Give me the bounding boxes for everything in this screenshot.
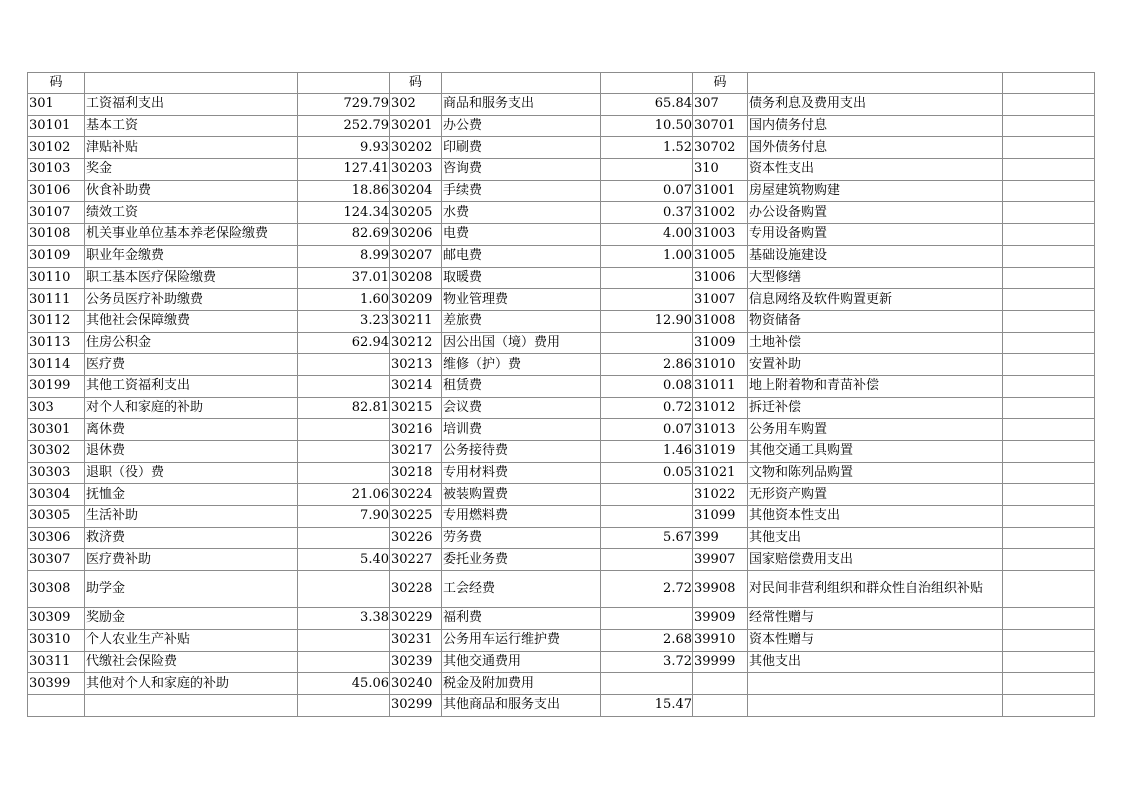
item-name-cell: 拆迁补偿 — [748, 397, 1003, 419]
amount-cell: 3.72 — [601, 651, 693, 673]
item-name-cell: 取暖费 — [442, 267, 601, 289]
amount-cell — [1003, 159, 1095, 181]
item-name-cell: 安置补助 — [748, 354, 1003, 376]
table-row — [28, 375, 1095, 397]
table-row — [28, 202, 1095, 224]
code-cell: 30201 — [390, 115, 442, 137]
code-cell: 39999 — [693, 651, 748, 673]
amount-cell — [601, 289, 693, 311]
amount-cell: 2.86 — [601, 354, 693, 376]
code-cell — [28, 694, 85, 716]
amount-cell — [298, 462, 390, 484]
amount-cell — [298, 354, 390, 376]
amount-cell: 5.40 — [298, 549, 390, 571]
code-cell: 307 — [693, 94, 748, 116]
amount-cell: 0.08 — [601, 375, 693, 397]
header-blank-cell — [85, 73, 298, 94]
item-name-cell: 邮电费 — [442, 245, 601, 267]
code-cell: 30301 — [28, 419, 85, 441]
amount-cell — [601, 549, 693, 571]
code-cell: 30206 — [390, 224, 442, 246]
item-name-cell: 专用燃料费 — [442, 506, 601, 528]
code-cell: 30309 — [28, 608, 85, 630]
amount-cell — [1003, 354, 1095, 376]
expenditure-table — [27, 72, 1095, 717]
item-name-cell: 印刷费 — [442, 137, 601, 159]
item-name-cell: 电费 — [442, 224, 601, 246]
code-cell: 30110 — [28, 267, 85, 289]
amount-cell: 18.86 — [298, 180, 390, 202]
amount-cell — [1003, 115, 1095, 137]
table-row — [28, 245, 1095, 267]
amount-cell: 127.41 — [298, 159, 390, 181]
item-name-cell: 奖励金 — [85, 608, 298, 630]
item-name-cell: 资本性支出 — [748, 159, 1003, 181]
amount-cell: 1.60 — [298, 289, 390, 311]
amount-cell — [1003, 224, 1095, 246]
code-cell: 30311 — [28, 651, 85, 673]
amount-cell — [298, 375, 390, 397]
amount-cell — [1003, 506, 1095, 528]
amount-cell: 0.07 — [601, 419, 693, 441]
code-cell: 30701 — [693, 115, 748, 137]
amount-cell: 0.05 — [601, 462, 693, 484]
code-cell: 30205 — [390, 202, 442, 224]
item-name-cell: 其他对个人和家庭的补助 — [85, 673, 298, 695]
code-cell: 30101 — [28, 115, 85, 137]
code-cell: 30199 — [28, 375, 85, 397]
code-cell: 31012 — [693, 397, 748, 419]
item-name-cell: 生活补助 — [85, 506, 298, 528]
table-row — [28, 354, 1095, 376]
amount-cell: 3.23 — [298, 310, 390, 332]
code-cell: 30112 — [28, 310, 85, 332]
amount-cell: 8.99 — [298, 245, 390, 267]
item-name-cell: 抚恤金 — [85, 484, 298, 506]
amount-cell — [1003, 484, 1095, 506]
table-row — [28, 159, 1095, 181]
item-name-cell: 债务利息及费用支出 — [748, 94, 1003, 116]
code-cell: 31011 — [693, 375, 748, 397]
code-cell: 30304 — [28, 484, 85, 506]
amount-cell: 65.84 — [601, 94, 693, 116]
table-row — [28, 419, 1095, 441]
item-name-cell: 个人农业生产补贴 — [85, 629, 298, 651]
item-name-cell: 退职（役）费 — [85, 462, 298, 484]
header-blank-cell — [442, 73, 601, 94]
item-name-cell: 手续费 — [442, 180, 601, 202]
item-name-cell: 职工基本医疗保险缴费 — [85, 267, 298, 289]
code-cell: 303 — [28, 397, 85, 419]
table-row — [28, 506, 1095, 528]
code-cell: 30225 — [390, 506, 442, 528]
code-cell: 30204 — [390, 180, 442, 202]
table-row — [28, 549, 1095, 571]
code-cell: 31010 — [693, 354, 748, 376]
item-name-cell: 土地补偿 — [748, 332, 1003, 354]
item-name-cell: 公务员医疗补助缴费 — [85, 289, 298, 311]
code-cell: 30108 — [28, 224, 85, 246]
amount-cell — [1003, 94, 1095, 116]
code-cell: 30227 — [390, 549, 442, 571]
code-cell: 31022 — [693, 484, 748, 506]
item-name-cell: 差旅费 — [442, 310, 601, 332]
amount-cell — [1003, 651, 1095, 673]
code-cell: 30224 — [390, 484, 442, 506]
item-name-cell: 被装购置费 — [442, 484, 601, 506]
table-row — [28, 224, 1095, 246]
item-name-cell: 对个人和家庭的补助 — [85, 397, 298, 419]
amount-cell: 10.50 — [601, 115, 693, 137]
table-row — [28, 462, 1095, 484]
amount-cell — [1003, 289, 1095, 311]
code-cell: 30229 — [390, 608, 442, 630]
amount-cell — [298, 419, 390, 441]
code-cell: 31007 — [693, 289, 748, 311]
item-name-cell: 退休费 — [85, 441, 298, 463]
code-cell: 31099 — [693, 506, 748, 528]
table-row — [28, 310, 1095, 332]
item-name-cell: 大型修缮 — [748, 267, 1003, 289]
item-name-cell: 其他社会保障缴费 — [85, 310, 298, 332]
amount-cell — [601, 506, 693, 528]
code-cell: 30109 — [28, 245, 85, 267]
code-cell: 39910 — [693, 629, 748, 651]
code-cell: 30305 — [28, 506, 85, 528]
code-cell: 30207 — [390, 245, 442, 267]
header-blank-cell — [298, 73, 390, 94]
item-name-cell: 绩效工资 — [85, 202, 298, 224]
amount-cell: 2.72 — [601, 571, 693, 608]
item-name-cell: 水费 — [442, 202, 601, 224]
item-name-cell: 住房公积金 — [85, 332, 298, 354]
code-cell: 30226 — [390, 527, 442, 549]
item-name-cell: 税金及附加费用 — [442, 673, 601, 695]
code-header-1: 码 — [28, 73, 85, 94]
item-name-cell: 奖金 — [85, 159, 298, 181]
item-name-cell: 对民间非营利组织和群众性自治组织补贴 — [748, 571, 1003, 608]
header-row — [28, 73, 1095, 94]
amount-cell — [1003, 202, 1095, 224]
table-row — [28, 694, 1095, 716]
code-cell: 30113 — [28, 332, 85, 354]
amount-cell — [1003, 245, 1095, 267]
item-name-cell: 医疗费 — [85, 354, 298, 376]
table-row — [28, 332, 1095, 354]
amount-cell: 0.07 — [601, 180, 693, 202]
amount-cell: 7.90 — [298, 506, 390, 528]
table-row — [28, 673, 1095, 695]
table-row — [28, 441, 1095, 463]
code-cell: 31002 — [693, 202, 748, 224]
item-name-cell: 无形资产购置 — [748, 484, 1003, 506]
code-cell — [693, 694, 748, 716]
table-row — [28, 484, 1095, 506]
code-cell: 30702 — [693, 137, 748, 159]
item-name-cell — [748, 694, 1003, 716]
code-cell: 310 — [693, 159, 748, 181]
header-blank-cell — [1003, 73, 1095, 94]
amount-cell — [1003, 180, 1095, 202]
amount-cell — [298, 694, 390, 716]
item-name-cell: 机关事业单位基本养老保险缴费 — [85, 224, 298, 246]
item-name-cell: 助学金 — [85, 571, 298, 608]
amount-cell: 124.34 — [298, 202, 390, 224]
item-name-cell: 其他商品和服务支出 — [442, 694, 601, 716]
code-cell: 30203 — [390, 159, 442, 181]
item-name-cell: 医疗费补助 — [85, 549, 298, 571]
item-name-cell: 委托业务费 — [442, 549, 601, 571]
code-cell — [693, 673, 748, 695]
amount-cell — [1003, 375, 1095, 397]
item-name-cell: 其他交通工具购置 — [748, 441, 1003, 463]
code-cell: 30212 — [390, 332, 442, 354]
code-cell: 30208 — [390, 267, 442, 289]
item-name-cell: 经常性赠与 — [748, 608, 1003, 630]
item-name-cell: 会议费 — [442, 397, 601, 419]
code-cell: 30240 — [390, 673, 442, 695]
amount-cell — [1003, 549, 1095, 571]
amount-cell — [1003, 441, 1095, 463]
amount-cell — [1003, 397, 1095, 419]
code-cell: 30303 — [28, 462, 85, 484]
code-cell: 30211 — [390, 310, 442, 332]
amount-cell — [1003, 332, 1095, 354]
item-name-cell: 物资储备 — [748, 310, 1003, 332]
item-name-cell: 商品和服务支出 — [442, 94, 601, 116]
table-row — [28, 289, 1095, 311]
code-cell: 30308 — [28, 571, 85, 608]
header-blank-cell — [748, 73, 1003, 94]
table-row — [28, 527, 1095, 549]
item-name-cell: 公务接待费 — [442, 441, 601, 463]
item-name-cell: 培训费 — [442, 419, 601, 441]
code-cell: 30213 — [390, 354, 442, 376]
amount-cell — [601, 484, 693, 506]
amount-cell: 12.90 — [601, 310, 693, 332]
code-header-3: 码 — [693, 73, 748, 94]
amount-cell: 9.93 — [298, 137, 390, 159]
item-name-cell: 维修（护）费 — [442, 354, 601, 376]
amount-cell — [601, 332, 693, 354]
code-cell: 30216 — [390, 419, 442, 441]
table-row — [28, 267, 1095, 289]
item-name-cell: 办公费 — [442, 115, 601, 137]
item-name-cell: 地上附着物和青苗补偿 — [748, 375, 1003, 397]
amount-cell — [298, 527, 390, 549]
item-name-cell: 公务用车运行维护费 — [442, 629, 601, 651]
amount-cell: 3.38 — [298, 608, 390, 630]
item-name-cell: 工资福利支出 — [85, 94, 298, 116]
amount-cell: 729.79 — [298, 94, 390, 116]
table-row — [28, 94, 1095, 116]
code-cell: 30102 — [28, 137, 85, 159]
item-name-cell: 基础设施建设 — [748, 245, 1003, 267]
table-row — [28, 115, 1095, 137]
amount-cell: 252.79 — [298, 115, 390, 137]
amount-cell — [1003, 267, 1095, 289]
code-cell: 31019 — [693, 441, 748, 463]
table-row — [28, 651, 1095, 673]
amount-cell: 21.06 — [298, 484, 390, 506]
code-cell: 302 — [390, 94, 442, 116]
item-name-cell: 基本工资 — [85, 115, 298, 137]
code-cell: 30299 — [390, 694, 442, 716]
code-cell: 39909 — [693, 608, 748, 630]
code-cell: 31008 — [693, 310, 748, 332]
amount-cell: 45.06 — [298, 673, 390, 695]
item-name-cell: 专用材料费 — [442, 462, 601, 484]
amount-cell: 62.94 — [298, 332, 390, 354]
table-row — [28, 571, 1095, 608]
code-cell: 30218 — [390, 462, 442, 484]
table-row — [28, 137, 1095, 159]
code-cell: 30228 — [390, 571, 442, 608]
amount-cell — [1003, 694, 1095, 716]
code-cell: 30215 — [390, 397, 442, 419]
table-row — [28, 608, 1095, 630]
item-name-cell: 资本性赠与 — [748, 629, 1003, 651]
table-row — [28, 629, 1095, 651]
item-name-cell: 国内债务付息 — [748, 115, 1003, 137]
code-cell: 30399 — [28, 673, 85, 695]
code-cell: 30209 — [390, 289, 442, 311]
code-cell: 301 — [28, 94, 85, 116]
item-name-cell — [85, 694, 298, 716]
amount-cell: 37.01 — [298, 267, 390, 289]
item-name-cell: 办公设备购置 — [748, 202, 1003, 224]
item-name-cell: 专用设备购置 — [748, 224, 1003, 246]
amount-cell: 2.68 — [601, 629, 693, 651]
item-name-cell: 其他支出 — [748, 527, 1003, 549]
code-cell: 30106 — [28, 180, 85, 202]
item-name-cell: 工会经费 — [442, 571, 601, 608]
item-name-cell: 物业管理费 — [442, 289, 601, 311]
amount-cell — [1003, 527, 1095, 549]
item-name-cell: 租赁费 — [442, 375, 601, 397]
code-cell: 30307 — [28, 549, 85, 571]
amount-cell — [1003, 673, 1095, 695]
amount-cell: 4.00 — [601, 224, 693, 246]
amount-cell — [298, 441, 390, 463]
amount-cell — [1003, 608, 1095, 630]
item-name-cell: 因公出国（境）费用 — [442, 332, 601, 354]
item-name-cell: 国外债务付息 — [748, 137, 1003, 159]
amount-cell: 0.37 — [601, 202, 693, 224]
amount-cell — [1003, 419, 1095, 441]
amount-cell — [1003, 629, 1095, 651]
amount-cell: 1.52 — [601, 137, 693, 159]
amount-cell: 15.47 — [601, 694, 693, 716]
header-blank-cell — [601, 73, 693, 94]
table-row — [28, 397, 1095, 419]
code-cell: 30306 — [28, 527, 85, 549]
code-cell: 31006 — [693, 267, 748, 289]
amount-cell — [298, 571, 390, 608]
code-header-2: 码 — [390, 73, 442, 94]
table-row — [28, 180, 1095, 202]
item-name-cell: 其他交通费用 — [442, 651, 601, 673]
item-name-cell: 房屋建筑物购建 — [748, 180, 1003, 202]
item-name-cell: 代缴社会保险费 — [85, 651, 298, 673]
amount-cell: 1.46 — [601, 441, 693, 463]
item-name-cell: 其他资本性支出 — [748, 506, 1003, 528]
item-name-cell: 救济费 — [85, 527, 298, 549]
item-name-cell: 信息网络及软件购置更新 — [748, 289, 1003, 311]
amount-cell — [1003, 462, 1095, 484]
code-cell: 30114 — [28, 354, 85, 376]
item-name-cell: 职业年金缴费 — [85, 245, 298, 267]
code-cell: 30214 — [390, 375, 442, 397]
amount-cell — [1003, 571, 1095, 608]
code-cell: 30103 — [28, 159, 85, 181]
code-cell: 30231 — [390, 629, 442, 651]
code-cell: 30239 — [390, 651, 442, 673]
code-cell: 399 — [693, 527, 748, 549]
code-cell: 31001 — [693, 180, 748, 202]
amount-cell: 82.81 — [298, 397, 390, 419]
code-cell: 30302 — [28, 441, 85, 463]
item-name-cell — [748, 673, 1003, 695]
amount-cell — [601, 608, 693, 630]
amount-cell: 82.69 — [298, 224, 390, 246]
code-cell: 30202 — [390, 137, 442, 159]
item-name-cell: 离休费 — [85, 419, 298, 441]
amount-cell: 5.67 — [601, 527, 693, 549]
amount-cell — [601, 673, 693, 695]
code-cell: 31021 — [693, 462, 748, 484]
code-cell: 30111 — [28, 289, 85, 311]
amount-cell — [298, 651, 390, 673]
item-name-cell: 国家赔偿费用支出 — [748, 549, 1003, 571]
item-name-cell: 公务用车购置 — [748, 419, 1003, 441]
amount-cell — [601, 267, 693, 289]
item-name-cell: 劳务费 — [442, 527, 601, 549]
item-name-cell: 伙食补助费 — [85, 180, 298, 202]
item-name-cell: 福利费 — [442, 608, 601, 630]
amount-cell — [1003, 310, 1095, 332]
code-cell: 39907 — [693, 549, 748, 571]
amount-cell — [601, 159, 693, 181]
code-cell: 31013 — [693, 419, 748, 441]
item-name-cell: 文物和陈列品购置 — [748, 462, 1003, 484]
amount-cell — [1003, 137, 1095, 159]
item-name-cell: 津贴补贴 — [85, 137, 298, 159]
code-cell: 30310 — [28, 629, 85, 651]
code-cell: 31009 — [693, 332, 748, 354]
code-cell: 31003 — [693, 224, 748, 246]
item-name-cell: 咨询费 — [442, 159, 601, 181]
item-name-cell: 其他支出 — [748, 651, 1003, 673]
item-name-cell: 其他工资福利支出 — [85, 375, 298, 397]
amount-cell: 1.00 — [601, 245, 693, 267]
code-cell: 39908 — [693, 571, 748, 608]
code-cell: 30107 — [28, 202, 85, 224]
amount-cell — [298, 629, 390, 651]
amount-cell: 0.72 — [601, 397, 693, 419]
code-cell: 30217 — [390, 441, 442, 463]
code-cell: 31005 — [693, 245, 748, 267]
